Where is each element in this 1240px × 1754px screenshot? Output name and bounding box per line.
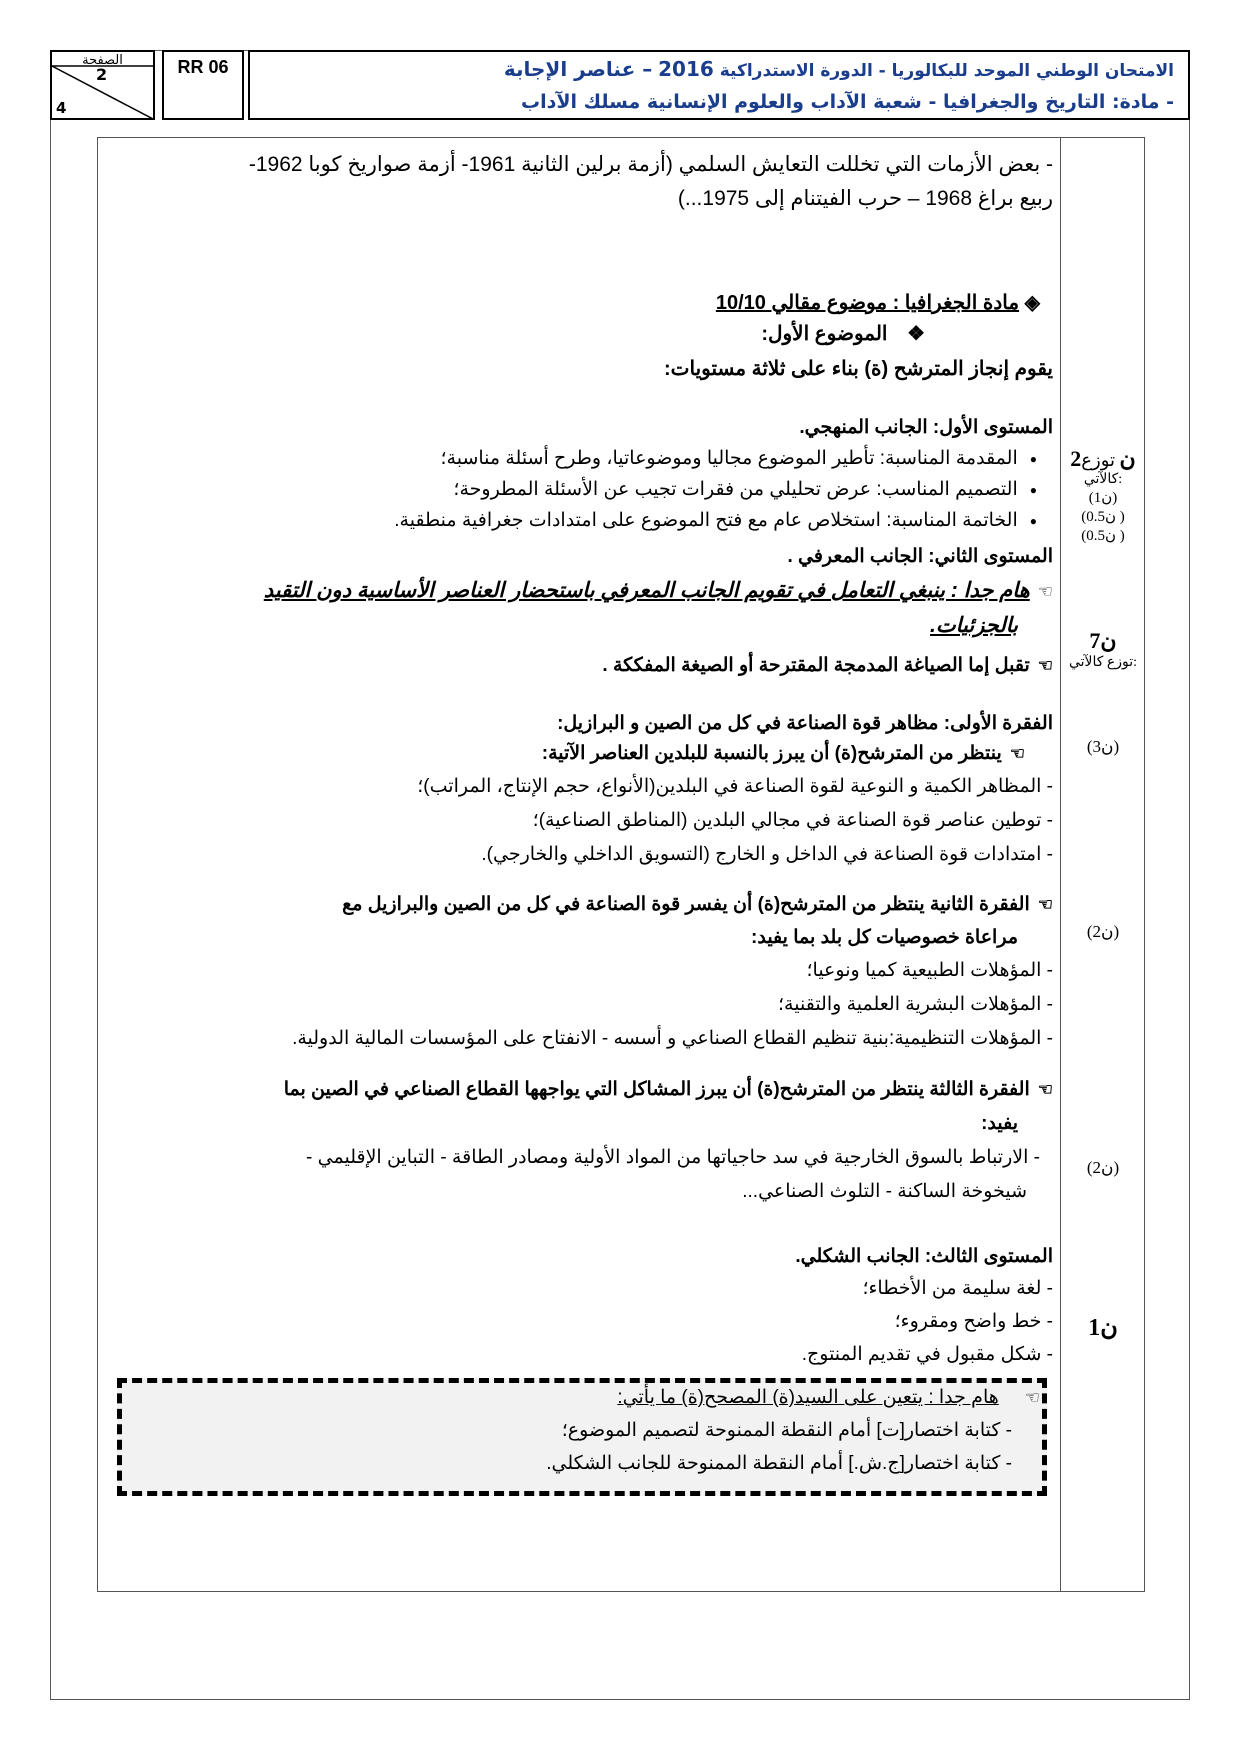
- pointing-hand-icon: ☜: [1009, 744, 1025, 763]
- mark-level2: 7ن توزع كالآتي:: [1068, 628, 1138, 670]
- intro-line-1: - بعض الأزمات التي تخللت التعايش السلمي (أزمة برلين الثانية 1961- أزمة صواريخ كوبا 1962-: [248, 153, 1053, 176]
- geo-heading: ◈ مادة الجغرافيا : موضوع مقالي 10/10: [715, 292, 1040, 314]
- important-note-line: - كتابة اختصار[ت] أمام النقطة الممنوحة لتصميم الموضوع؛: [561, 1420, 1012, 1441]
- level3-title: المستوى الثالث: الجانب الشكلي.: [795, 1246, 1053, 1267]
- level3-item: - لغة سليمة من الأخطاء؛: [862, 1278, 1053, 1299]
- diamond-icon: ◈: [1024, 292, 1040, 314]
- level2-accept: ☜تقبل إما الصياغة المدمجة المقترحة أو الصيغة المفككة .: [602, 655, 1053, 676]
- para2-item: - المؤهلات الطبيعية كميا ونوعيا؛: [806, 960, 1053, 981]
- page-number-box: [50, 50, 155, 120]
- pointing-hand-icon: ☜: [1037, 1080, 1053, 1099]
- mark-level3: 1ن: [1088, 1315, 1118, 1341]
- exam-title: الامتحان الوطني الموحد للبكالوريا - الدورة الاستدراكية 2016 – عناصر الإجابة: [503, 57, 1174, 81]
- column-divider: [1060, 137, 1061, 1592]
- level2-note-cont: بالجزئيات.: [930, 614, 1018, 637]
- para2-item: - المؤهلات البشرية العلمية والتقنية؛: [778, 994, 1053, 1015]
- level1-item: ● التصميم المناسب: عرض تحليلي من فقرات تجيب عن الأسئلة المطروحة؛: [453, 478, 1037, 501]
- para3-item-cont: شيخوخة الساكنة - التلوث الصناعي...: [742, 1181, 1027, 1202]
- level1-title: المستوى الأول: الجانب المنهجي.: [799, 417, 1053, 438]
- geo-topic: ❖ الموضوع الأول:: [761, 323, 925, 345]
- level1-item: ● المقدمة المناسبة: تأطير الموضوع مجاليا وموضوعاتيا، وطرح أسئلة مناسبة؛: [440, 447, 1037, 470]
- page-current: 2: [96, 65, 108, 84]
- level2-note: ☜هام جدا : ينبغي التعامل في تقويم الجانب المعرفي باستحضار العناصر الأساسية دون التقيد: [263, 579, 1053, 602]
- level2-title: المستوى الثاني: الجانب المعرفي .: [787, 546, 1053, 567]
- exam-subtitle: - مادة: التاريخ والجغرافيا - شعبة الآداب والعلوم الإنسانية مسلك الآداب: [521, 91, 1174, 113]
- para2-title: ☜الفقرة الثانية ينتظر من المترشح(ة) أن يفسر قوة الصناعة في كل من الصين والبرازيل مع: [342, 894, 1053, 915]
- mark-para1: (3ن): [1086, 737, 1120, 756]
- page-label: الصفحة: [82, 53, 123, 68]
- para3-title-cont: يفيد:: [981, 1113, 1018, 1134]
- title-box: [248, 50, 1190, 120]
- important-note-title: ☜هام جدا : يتعين على السيد(ة) المصحح(ة) ما يأتي:: [617, 1387, 1040, 1408]
- intro-line-2: ربيع براغ 1968 – حرب الفيتنام إلى 1975...): [677, 187, 1053, 210]
- para3-item: - الارتباط بالسوق الخارجية في سد حاجياتها من المواد الأولية ومصادر الطاقة - التباين الإقليمي -: [306, 1147, 1040, 1168]
- header: [50, 50, 1190, 120]
- pointing-hand-icon: ☜: [1024, 1388, 1040, 1407]
- flower-icon: ❖: [907, 323, 925, 345]
- level1-item: ● الخاتمة المناسبة: استخلاص عام مع فتح الموضوع على امتدادات جغرافية منطقية.: [394, 509, 1037, 532]
- level3-item: - خط واضح ومقروء؛: [894, 1311, 1053, 1332]
- para1-item: - المظاهر الكمية و النوعية لقوة الصناعة في البلدين(الأنواع، حجم الإنتاج، المراتب)؛: [417, 776, 1053, 797]
- pointing-hand-icon: ☜: [1037, 582, 1053, 601]
- pointing-hand-icon: ☜: [1037, 895, 1053, 914]
- para2-title-cont: مراعاة خصوصيات كل بلد بما يفيد:: [751, 927, 1018, 948]
- mark-para2: (2ن): [1086, 922, 1120, 941]
- para1-expect: ☜ينتظر من المترشح(ة) أن يبرز بالنسبة للبلدين العناصر الآتية:: [541, 743, 1025, 764]
- mark-level1: 2ن توزع كالآتي: (1ن) (0.5ن ) (0.5ن ): [1070, 446, 1136, 544]
- levels-intro: يقوم إنجاز المترشح (ة) بناء على ثلاثة مستويات:: [663, 358, 1053, 380]
- exam-code: RR 06: [162, 50, 244, 120]
- pointing-hand-icon: ☜: [1037, 656, 1053, 675]
- mark-para3: (2ن): [1086, 1158, 1120, 1177]
- para1-item: - امتدادات قوة الصناعة في الداخل و الخارج (التسويق الداخلي والخارجي).: [481, 844, 1053, 865]
- para3-title: ☜الفقرة الثالثة ينتظر من المترشح(ة) أن يبرز المشاكل التي يواجهها القطاع الصناعي في الصين بما: [283, 1079, 1053, 1100]
- important-note-line: - كتابة اختصار[ج.ش.] أمام النقطة الممنوحة للجانب الشكلي.: [546, 1453, 1012, 1474]
- para1-title: الفقرة الأولى: مظاهر قوة الصناعة في كل من الصين و البرازيل:: [557, 713, 1053, 734]
- para2-item: - المؤهلات التنظيمية:بنية تنظيم القطاع الصناعي و أسسه - الانفتاح على المؤسسات المالية الدولية.: [292, 1028, 1053, 1049]
- level3-item: - شكل مقبول في تقديم المنتوج.: [801, 1344, 1053, 1365]
- page-total: 4: [56, 99, 67, 117]
- para1-item: - توطين عناصر قوة الصناعة في مجالي البلدين (المناطق الصناعية)؛: [532, 810, 1053, 831]
